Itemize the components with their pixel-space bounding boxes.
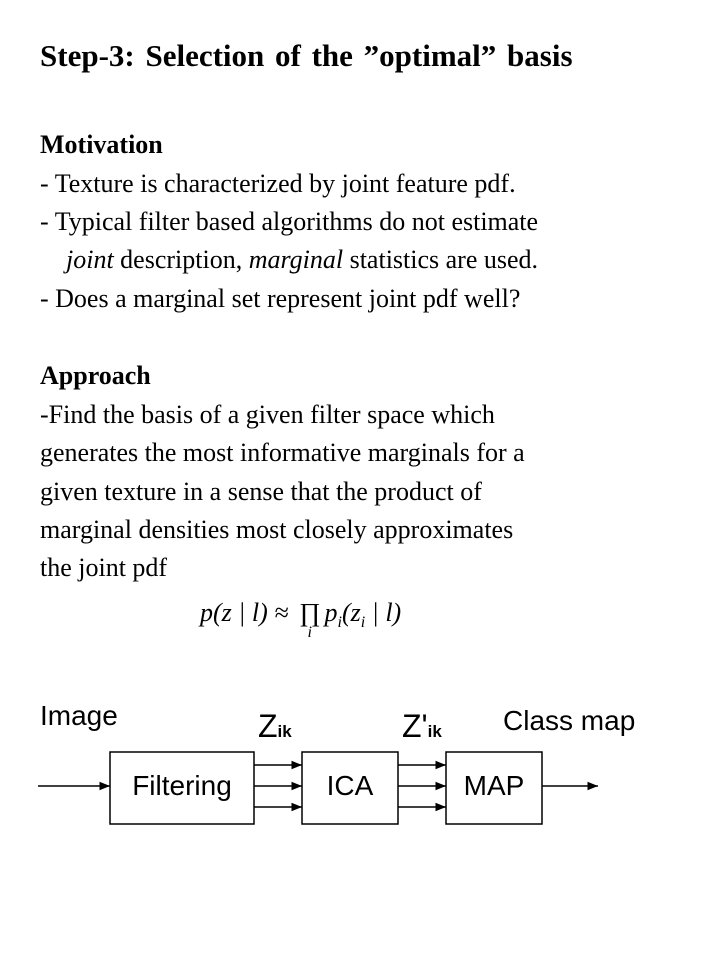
statistics-text: statistics are used. [343,245,539,274]
approach-line-1: -Find the basis of a given filter space which [40,400,495,429]
motivation-line-2: - Typical filter based algorithms do not estimate [40,207,539,236]
formula-rhs-open: (z [341,598,361,627]
approach-line-4: marginal densities most closely approximates [40,515,514,544]
motivation-heading: Motivation [40,130,163,159]
approach-line-2: generates the most informative marginals for a [40,438,525,467]
approach-line-5: the joint pdf [40,553,168,582]
motivation-line-4: - Does a marginal set represent joint pdf well? [40,284,521,313]
joint-italic: joint [66,245,114,274]
map-block-label: MAP [463,770,525,801]
formula-rhs-z-index: i [360,614,366,632]
class-map-label: Class map [503,705,636,736]
formula-rhs-close: | l) [365,598,402,627]
ica-block-label: ICA [326,770,374,801]
product-symbol: ∏ i [299,598,321,641]
zprime-label-subscript: ik [427,722,442,741]
description-text: description, [113,245,249,274]
marginal-italic: marginal [248,245,344,274]
zprime-label: Z'ik [402,708,442,744]
formula-rhs-p-index: i [337,614,342,632]
z-label-subscript: ik [277,722,292,741]
motivation-line-1: - Texture is characterized by joint feature pdf. [40,169,516,198]
slide-title: Step-3: Selection of the ”optimal” basis [40,38,573,73]
filtering-block-label: Filtering [132,770,232,801]
approach-line-3: given texture in a sense that the product of [40,477,482,506]
formula-rhs-p: p [324,598,338,627]
z-label: Zik [258,708,292,744]
approach-heading: Approach [40,361,151,390]
formula-lhs: p(z | l) ≈ [200,598,296,627]
image-label: Image [40,700,118,731]
product-index: i [307,624,313,641]
